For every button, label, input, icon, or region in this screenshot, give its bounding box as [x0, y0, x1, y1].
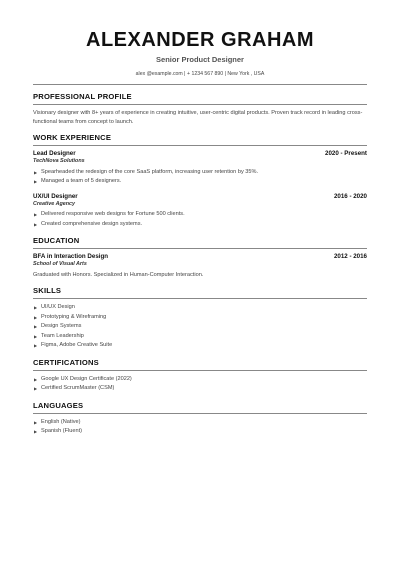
list-item-text: Spanish (Fluent) — [41, 428, 83, 434]
bullet-icon: ▶ — [34, 324, 38, 329]
list-item — [33, 332, 367, 342]
job-entry — [33, 150, 367, 187]
list-item — [33, 341, 367, 351]
list-item — [33, 168, 367, 178]
section-divider — [33, 370, 367, 371]
list-item — [33, 220, 367, 230]
bullet-icon: ▶ — [34, 305, 38, 310]
list-item-text: Delivered responsive web designs for Fortune 500 clients. — [41, 211, 185, 217]
bullet-icon: ▶ — [34, 343, 38, 348]
profile-text: Visionary designer with 8+ years of experience in creating intuitive, user-centric digital products. Proven track record in leading cross-functional teams from concept to launch. — [33, 110, 363, 125]
bullet-icon: ▶ — [34, 376, 38, 382]
job-dates: 2016 - 2020 — [333, 192, 367, 200]
job-title: Senior Product Designer — [156, 55, 244, 64]
education-text: Graduated with Honors. Specialized in Human-Computer Interaction. — [33, 271, 204, 278]
bullet-icon: ▶ — [34, 419, 38, 425]
job-position: UX/UI Designer — [33, 192, 78, 200]
contact-line: alex @example.com | + 1234 567 890 | New York , USA — [135, 71, 265, 77]
bullet-icon: ▶ — [34, 429, 38, 434]
section-heading: WORK EXPERIENCE — [33, 133, 112, 142]
education-dates: 2012 - 2016 — [333, 253, 367, 260]
job-bullets — [33, 168, 367, 187]
section-education — [33, 236, 367, 279]
bullet-icon: ▶ — [34, 386, 38, 391]
list-item — [33, 210, 367, 220]
list-item-text: Figma, Adobe Creative Suite — [41, 342, 113, 348]
section-heading: PROFESSIONAL PROFILE — [33, 92, 132, 101]
languages-list — [33, 418, 367, 437]
list-item-text: Team Leadership — [41, 332, 84, 339]
list-item-text: UI/UX Design — [41, 304, 75, 310]
bullet-icon: ▶ — [34, 212, 38, 217]
job-dates: 2020 - Present — [325, 150, 367, 157]
section-certifications — [33, 358, 367, 394]
section-heading: SKILLS — [33, 286, 62, 295]
bullet-icon: ▶ — [34, 333, 38, 339]
list-item — [33, 427, 367, 437]
list-item-text: Google UX Design Certificate (2022) — [41, 375, 132, 382]
list-item-text: English (Native) — [41, 418, 81, 425]
candidate-name: ALEXANDER GRAHAM — [86, 29, 314, 51]
list-item-text: Spearheaded the redesign of the core SaaS platform, increasing user retention by 35%. — [41, 168, 259, 175]
bullet-icon: ▶ — [34, 314, 38, 320]
section-divider — [33, 145, 367, 146]
list-item — [33, 177, 367, 187]
header-divider — [33, 84, 367, 85]
list-item — [33, 418, 367, 428]
job-bullets — [33, 210, 367, 229]
bullet-icon: ▶ — [34, 221, 38, 227]
section-languages — [33, 401, 367, 437]
degree-title: BFA in Interaction Design — [33, 253, 109, 260]
list-item-text: Managed a team of 5 designers. — [41, 178, 122, 184]
section-divider — [33, 104, 367, 105]
list-item-text: Created comprehensive design systems. — [41, 220, 143, 227]
section-heading: CERTIFICATIONS — [33, 357, 99, 367]
certifications-list — [33, 375, 367, 394]
job-entry — [33, 193, 367, 230]
bullet-icon: ▶ — [34, 169, 38, 175]
school-name: School of Visual Arts — [33, 261, 87, 267]
skills-list — [33, 303, 367, 351]
section-skills — [33, 286, 367, 351]
list-item-text: Certified ScrumMaster (CSM) — [41, 385, 115, 391]
job-company: Creative Agency — [33, 200, 76, 207]
list-item — [33, 322, 367, 332]
job-company: TechNova Solutions — [33, 158, 85, 164]
list-item — [33, 375, 367, 385]
bullet-icon: ▶ — [34, 179, 38, 184]
list-item-text: Prototyping & Wireframing — [41, 313, 107, 320]
education-entry — [33, 253, 367, 279]
section-heading: EDUCATION — [33, 236, 80, 245]
section-experience — [33, 133, 367, 229]
list-item — [33, 384, 367, 394]
section-heading: LANGUAGES — [33, 400, 84, 410]
list-item — [33, 303, 367, 313]
section-divider — [33, 413, 367, 414]
section-profile — [33, 92, 367, 126]
list-item-text: Design Systems — [41, 323, 82, 329]
list-item — [33, 313, 367, 323]
job-position: Lead Designer — [33, 150, 76, 157]
section-divider — [33, 298, 367, 299]
section-divider — [33, 248, 367, 249]
